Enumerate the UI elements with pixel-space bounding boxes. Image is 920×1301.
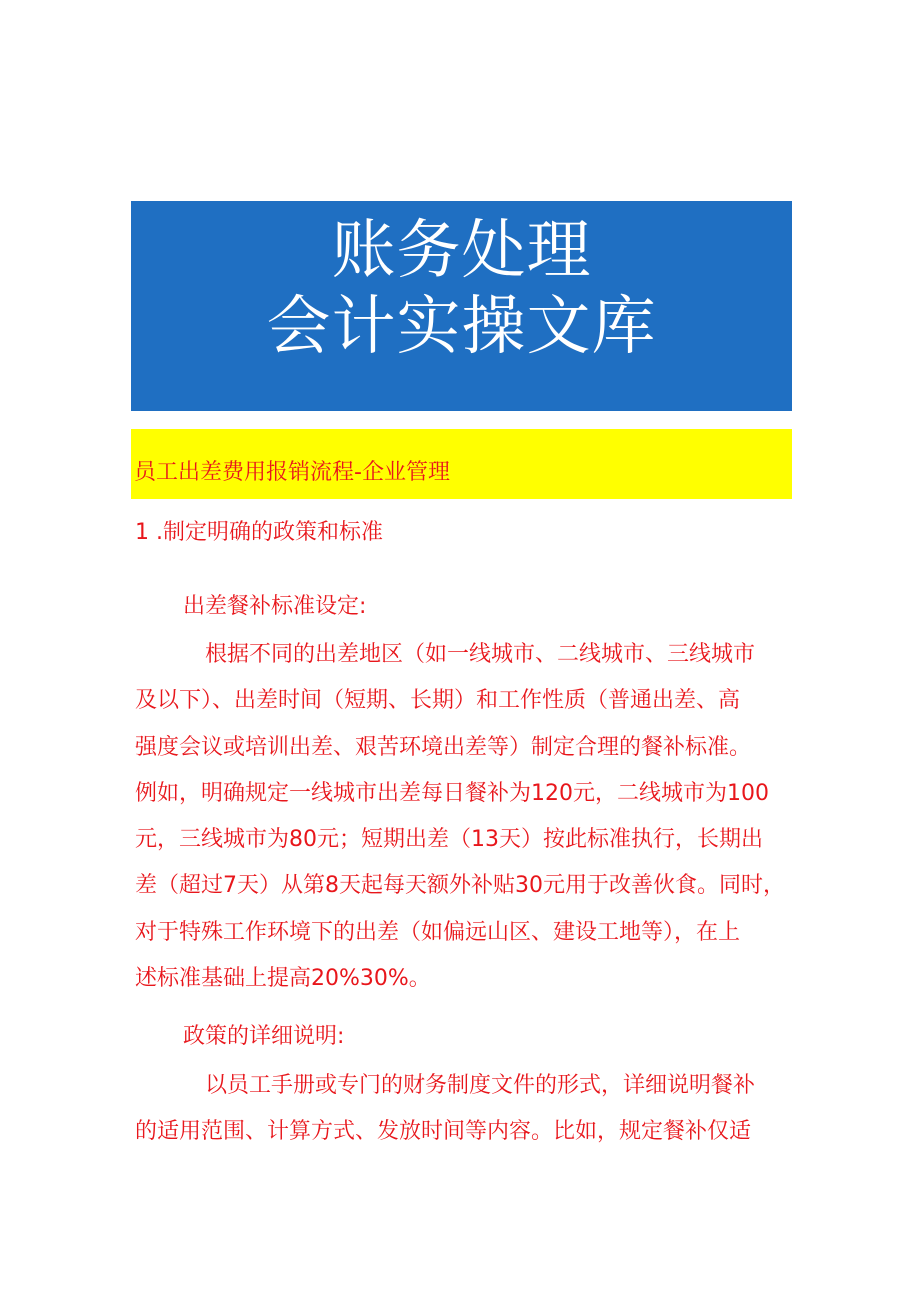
paragraph-line: 元，三线城市为80元；短期出差（13天）按此标准执行，长期出 [135, 827, 763, 853]
policy-paragraph [135, 1063, 795, 1156]
section-heading: 1 .制定明确的政策和标准 [135, 520, 383, 545]
meal-allowance-paragraph [135, 632, 795, 1002]
banner-title-line-1: 账务处理 [331, 214, 592, 288]
paragraph-line: 例如，明确规定一线城市出差每日餐补为120元，二线城市为100 [135, 780, 769, 806]
banner-title-line-2: 会计实操文库 [266, 290, 657, 364]
paragraph-line: 述标准基础上提高20%30%。 [135, 966, 431, 992]
meal-allowance-label: 出差餐补标准设定: [183, 594, 367, 619]
title-banner [131, 201, 792, 411]
paragraph-line: 对于特殊工作环境下的出差（如偏远山区、建设工地等），在上 [135, 919, 741, 945]
paragraph-line: 根据不同的出差地区（如一线城市、二线城市、三线城市 [205, 642, 756, 667]
paragraph-line: 强度会议或培训出差、艰苦环境出差等）制定合理的餐补标准。 [135, 734, 752, 760]
paragraph-line: 的适用范围、计算方式、发放时间等内容。比如，规定餐补仅适 [135, 1119, 752, 1145]
policy-label: 政策的详细说明: [183, 1024, 345, 1049]
paragraph-line: 差（超过7天）从第8天起每天额外补贴30元用于改善伙食。同时， [135, 873, 785, 899]
paragraph-line: 及以下）、出差时间（短期、长期）和工作性质（普通出差、高 [135, 688, 741, 714]
paragraph-line: 以员工手册或专门的财务制度文件的形式，详细说明餐补 [205, 1073, 756, 1098]
subtitle-bar [131, 429, 792, 499]
document-subtitle: 员工出差费用报销流程-企业管理 [134, 460, 450, 485]
